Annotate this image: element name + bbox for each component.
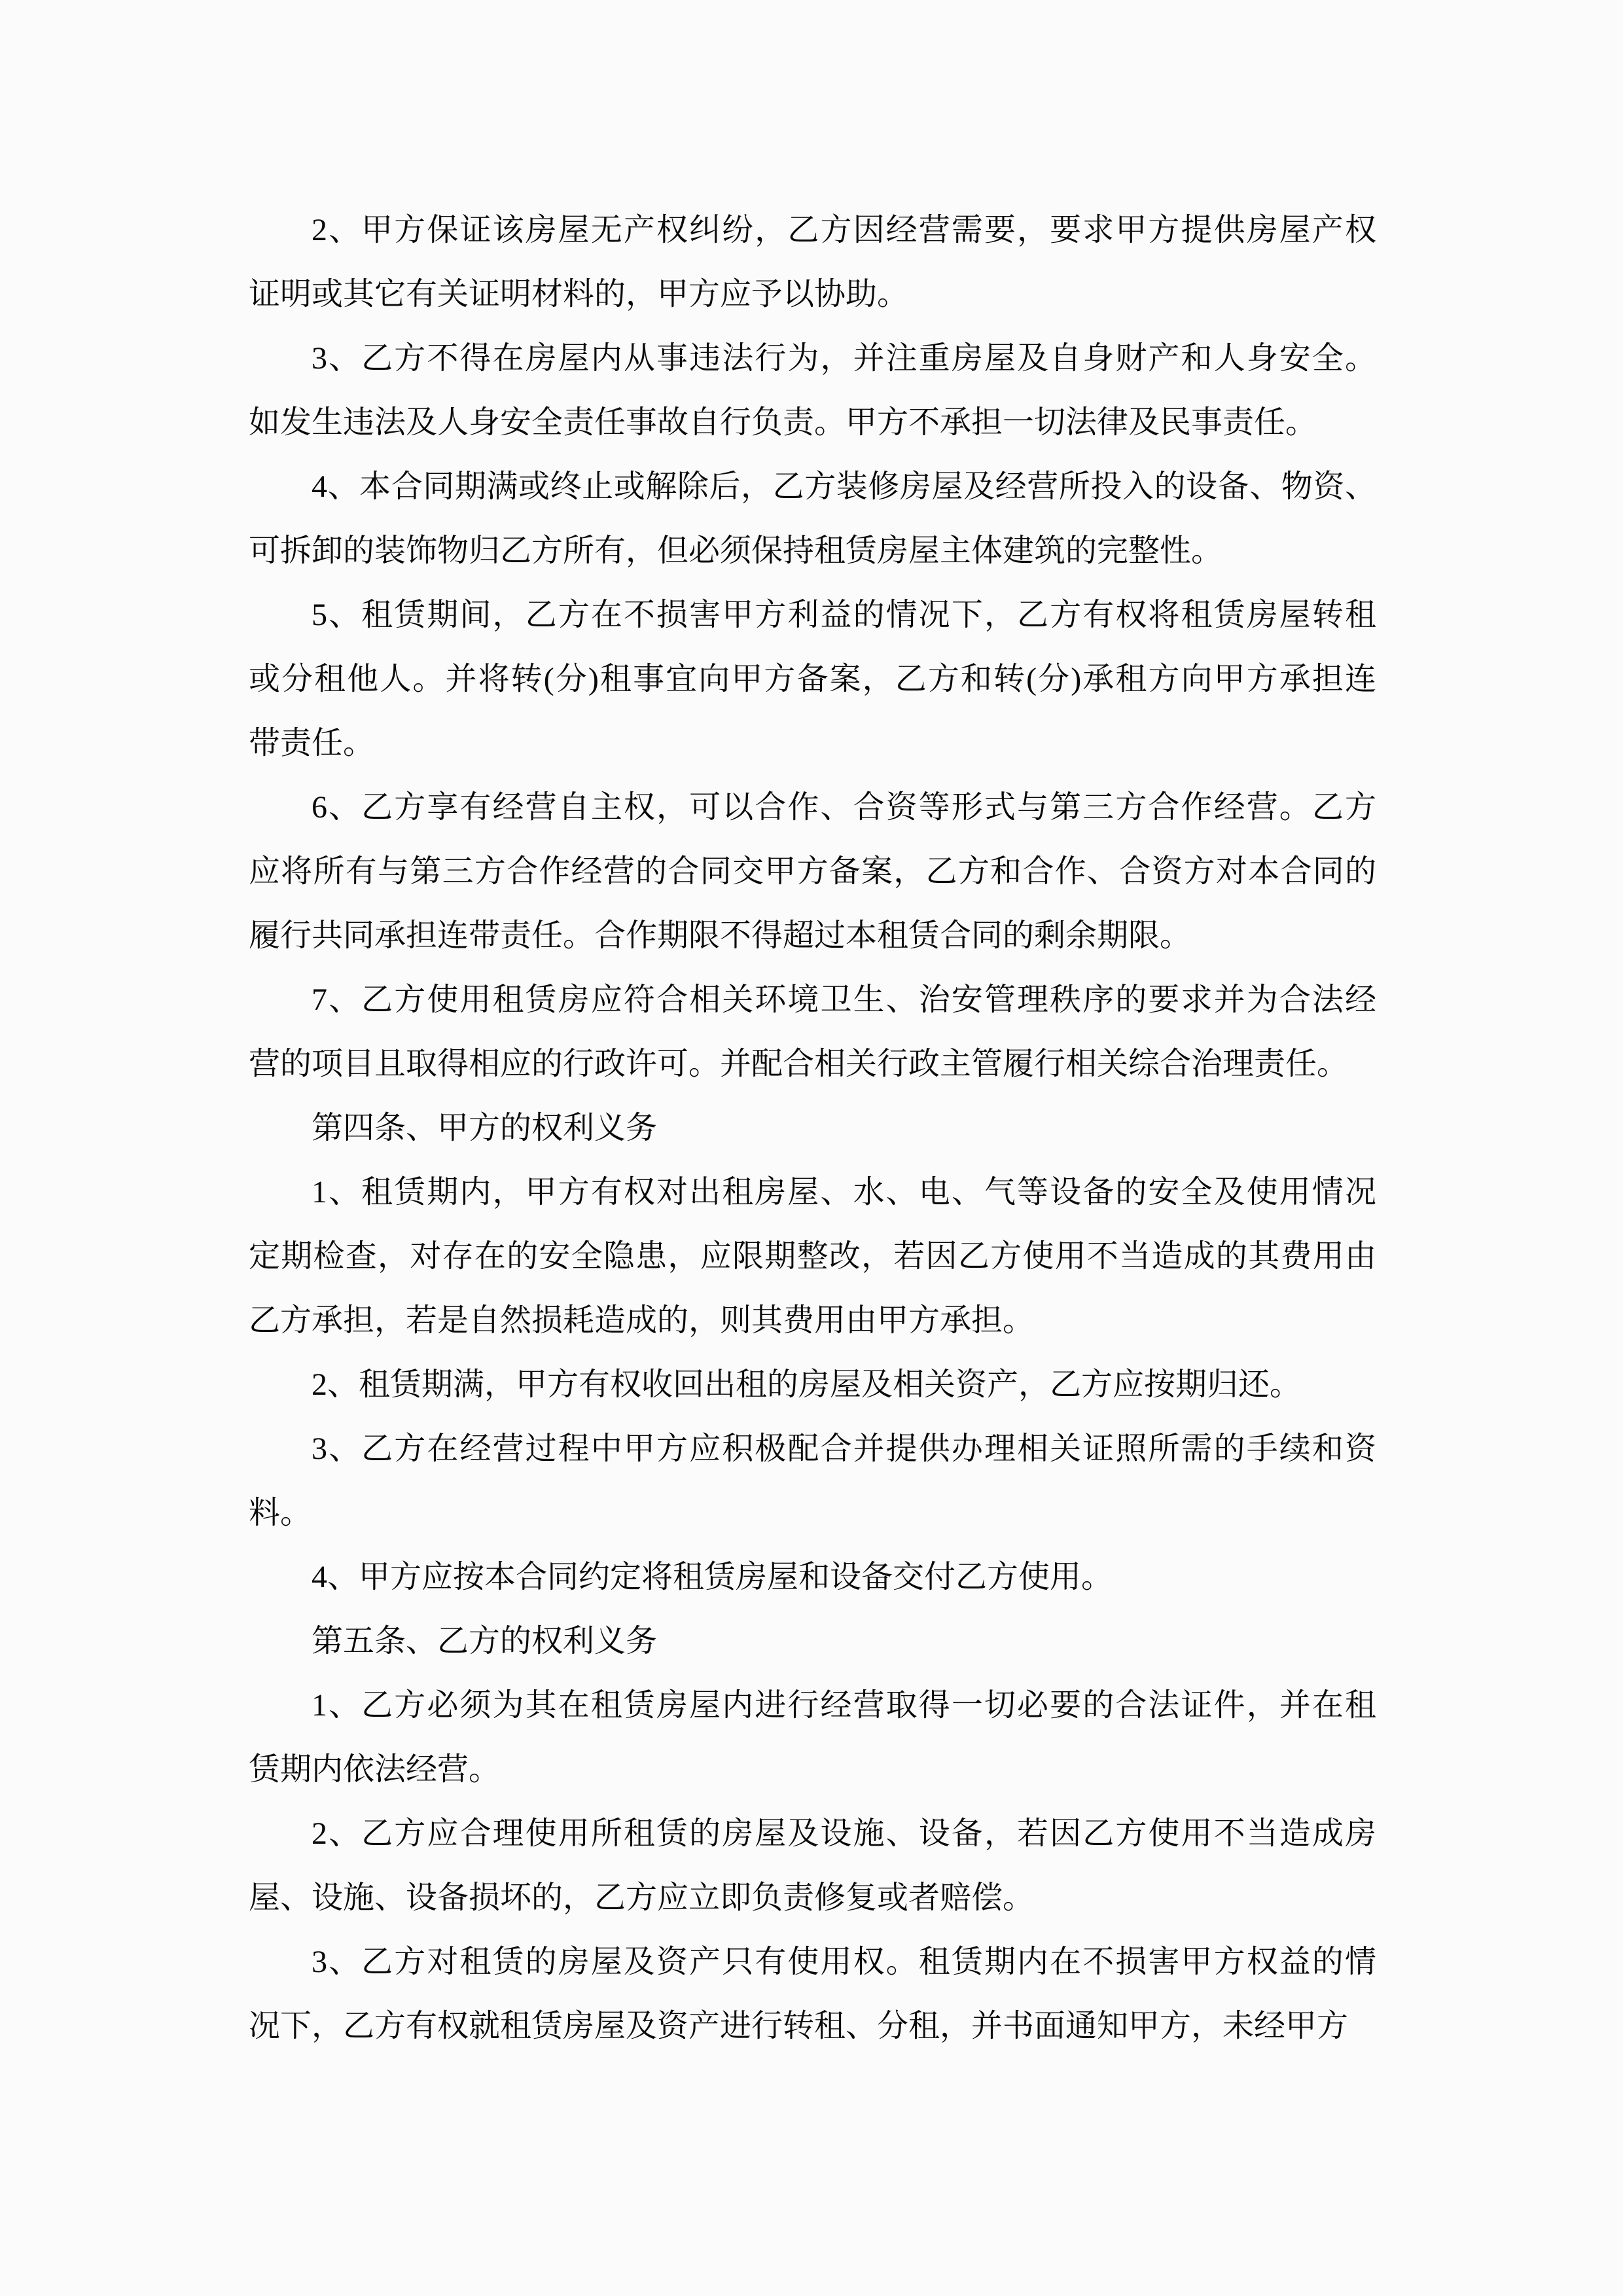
text-line: 履行共同承担连带责任。合作期限不得超过本租赁合同的剩余期限。 [249, 918, 1192, 953]
text-line: 料。 [249, 1496, 312, 1530]
contract-clause [249, 1160, 1376, 1353]
contract-clause [249, 1674, 1376, 1802]
text-line: 赁期内依法经营。 [249, 1752, 501, 1787]
text-line: 如发生违法及人身安全责任事故自行负责。甲方不承担一切法律及民事责任。 [249, 405, 1317, 440]
text-line: 6、乙方享有经营自主权，可以合作、合资等形式与第三方合作经营。乙方 [312, 790, 1376, 825]
text-line: 2、甲方保证该房屋无产权纠纷，乙方因经营需要，要求甲方提供房屋产权 [312, 213, 1376, 247]
text-line: 带责任。 [249, 726, 375, 761]
text-line: 可拆卸的装饰物归乙方所有，但必须保持租赁房屋主体建筑的完整性。 [249, 533, 1223, 568]
text-line: 况下，乙方有权就租赁房屋及资产进行转租、分租，并书面通知甲方，未经甲方 [249, 2009, 1349, 2043]
text-line: 4、甲方应按本合同约定将租赁房屋和设备交付乙方使用。 [312, 1560, 1113, 1594]
text-line: 4、本合同期满或终止或解除后，乙方装修房屋及经营所投入的设备、物资、 [312, 469, 1376, 504]
text-line: 7、乙方使用租赁房应符合相关环境卫生、治安管理秩序的要求并为合法经 [312, 982, 1376, 1017]
text-line: 或分租他人。并将转(分)租事宜向甲方备案，乙方和转(分)承租方向甲方承担连 [249, 662, 1376, 696]
text-line: 3、乙方不得在房屋内从事违法行为，并注重房屋及自身财产和人身安全。 [312, 341, 1376, 376]
contract-text [249, 198, 1376, 2058]
text-line: 第四条、甲方的权利义务 [312, 1111, 658, 1145]
text-line: 应将所有与第三方合作经营的合同交甲方备案，乙方和合作、合资方对本合同的 [249, 854, 1376, 889]
contract-clause [249, 1417, 1376, 1545]
contract-clause [249, 1802, 1376, 1930]
text-line: 5、租赁期间，乙方在不损害甲方利益的情况下，乙方有权将租赁房屋转租 [312, 598, 1376, 632]
contract-clause [249, 1930, 1376, 2058]
text-line: 2、租赁期满，甲方有权收回出租的房屋及相关资产，乙方应按期归还。 [312, 1367, 1302, 1402]
contract-clause [249, 583, 1376, 776]
text-line: 2、乙方应合理使用所租赁的房屋及设施、设备，若因乙方使用不当造成房 [312, 1816, 1376, 1851]
text-line: 3、乙方对租赁的房屋及资产只有使用权。租赁期内在不损害甲方权益的情 [312, 1945, 1376, 1979]
text-line: 证明或其它有关证明材料的，甲方应予以协助。 [249, 277, 909, 312]
text-line: 营的项目且取得相应的行政许可。并配合相关行政主管履行相关综合治理责任。 [249, 1047, 1349, 1081]
text-line: 乙方承担，若是自然损耗造成的，则其费用由甲方承担。 [249, 1303, 1035, 1338]
contract-clause [249, 455, 1376, 583]
text-line: 3、乙方在经营过程中甲方应积极配合并提供办理相关证照所需的手续和资 [312, 1431, 1376, 1466]
text-line: 屋、设施、设备损坏的，乙方应立即负责修复或者赔偿。 [249, 1880, 1035, 1915]
text-line: 第五条、乙方的权利义务 [312, 1624, 658, 1659]
contract-clause [249, 776, 1376, 968]
section-heading [249, 1096, 1376, 1160]
text-line: 定期检查，对存在的安全隐患，应限期整改，若因乙方使用不当造成的其费用由 [249, 1239, 1376, 1274]
contract-clause [249, 327, 1376, 455]
contract-clause [249, 1353, 1376, 1417]
contract-clause [249, 198, 1376, 327]
section-heading [249, 1609, 1376, 1674]
text-line: 1、乙方必须为其在租赁房屋内进行经营取得一切必要的合法证件，并在租 [312, 1688, 1376, 1723]
contract-clause [249, 968, 1376, 1096]
text-line: 1、租赁期内，甲方有权对出租房屋、水、电、气等设备的安全及使用情况 [312, 1175, 1376, 1210]
contract-clause [249, 1545, 1376, 1609]
